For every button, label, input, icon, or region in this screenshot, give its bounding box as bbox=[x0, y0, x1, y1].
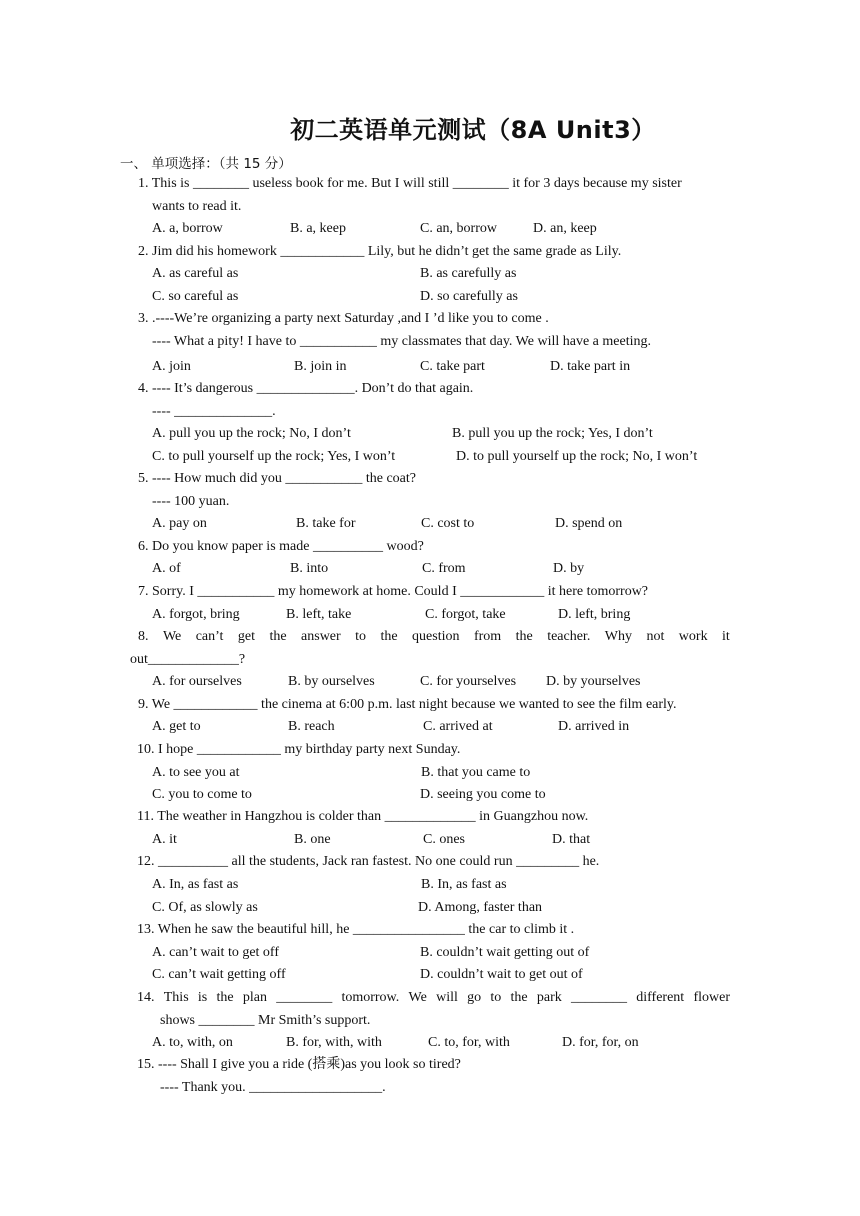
option-c: C. an, borrow bbox=[420, 221, 497, 236]
option-a: A. can’t wait to get off bbox=[152, 945, 280, 960]
option-c: C. arrived at bbox=[423, 719, 493, 734]
option-c: C. ones bbox=[423, 832, 465, 847]
option-c: C. to pull yourself up the rock; Yes, I won’t bbox=[152, 449, 396, 464]
stem-word: different bbox=[636, 990, 685, 1005]
stem-word: it bbox=[722, 629, 730, 644]
stem-word: the bbox=[515, 629, 533, 644]
question-stem-cont: ---- Thank you. ___________________. bbox=[160, 1080, 386, 1095]
stem-word: get bbox=[237, 629, 256, 644]
stem-word: the bbox=[216, 990, 234, 1005]
question-stem: 13. When he saw the beautiful hill, he ________________ the car to climb it . bbox=[137, 922, 575, 937]
question-stem: 2. Jim did his homework ____________ Lily, but he didn’t get the same grade as Lily. bbox=[138, 244, 622, 259]
stem-word: answer bbox=[301, 629, 341, 644]
option-c: C. can’t wait getting off bbox=[152, 967, 286, 982]
question-stem: 3. .----We’re organizing a party next Saturday ,and I ’d like you to come . bbox=[138, 311, 549, 326]
question-stem-cont: out_____________? bbox=[130, 652, 246, 667]
question-stem: 12. __________ all the students, Jack ran fastest. No one could run _________ he. bbox=[137, 854, 600, 869]
option-c: C. Of, as slowly as bbox=[152, 900, 258, 915]
option-c: C. for yourselves bbox=[420, 674, 517, 689]
question-stem: 5. ---- How much did you ___________ the coat? bbox=[138, 471, 416, 486]
stem-word: Why bbox=[604, 629, 632, 644]
option-a: A. join bbox=[152, 359, 191, 374]
option-a: A. a, borrow bbox=[152, 221, 223, 236]
stem-word: go bbox=[467, 990, 482, 1005]
question-stem: 10. I hope ____________ my birthday party next Sunday. bbox=[137, 742, 461, 757]
option-b: B. join in bbox=[294, 359, 347, 374]
option-d: D. take part in bbox=[550, 359, 631, 374]
option-b: B. into bbox=[290, 561, 329, 576]
option-d: D. seeing you come to bbox=[420, 787, 546, 802]
option-b: B. that you came to bbox=[421, 765, 531, 780]
option-d: D. that bbox=[552, 832, 591, 847]
option-a: A. to, with, on bbox=[152, 1035, 233, 1050]
option-d: D. an, keep bbox=[533, 221, 597, 236]
question-stem: 11. The weather in Hangzhou is colder than _____________ in Guangzhou now. bbox=[137, 809, 589, 824]
option-a: A. pay on bbox=[152, 516, 207, 531]
option-a: A. for ourselves bbox=[152, 674, 242, 689]
option-b: B. couldn’t wait getting out of bbox=[420, 945, 590, 960]
option-c: C. so careful as bbox=[152, 289, 239, 304]
option-a: A. of bbox=[152, 561, 181, 576]
stem-word: not bbox=[646, 629, 665, 644]
page-title: 初二英语单元测试（8A Unit3） bbox=[290, 116, 656, 144]
option-d: D. couldn’t wait to get out of bbox=[420, 967, 583, 982]
stem-word: flower bbox=[693, 990, 730, 1005]
question-stem-cont: ---- ______________. bbox=[152, 404, 276, 419]
question-stem bbox=[138, 630, 730, 644]
stem-word: the bbox=[269, 629, 287, 644]
option-b: B. as carefully as bbox=[420, 266, 517, 281]
option-d: D. arrived in bbox=[558, 719, 630, 734]
option-a: A. In, as fast as bbox=[152, 877, 239, 892]
question-stem: 4. ---- It’s dangerous ______________. Don’t do that again. bbox=[138, 381, 474, 396]
stem-word: question bbox=[412, 629, 460, 644]
stem-word: ________ bbox=[571, 990, 627, 1005]
option-a: A. forgot, bring bbox=[152, 607, 240, 622]
option-c: C. take part bbox=[420, 359, 485, 374]
stem-word: teacher. bbox=[547, 629, 591, 644]
option-a: A. pull you up the rock; No, I don’t bbox=[152, 426, 351, 441]
option-b: B. by ourselves bbox=[288, 674, 375, 689]
question-stem: 6. Do you know paper is made __________ wood? bbox=[138, 539, 424, 554]
question-stem-cont: shows ________ Mr Smith’s support. bbox=[160, 1013, 371, 1028]
option-b: B. pull you up the rock; Yes, I don’t bbox=[452, 426, 653, 441]
stem-word: park bbox=[536, 990, 562, 1005]
option-c: C. forgot, take bbox=[425, 607, 506, 622]
stem-word: the bbox=[510, 990, 528, 1005]
question-stem-cont: ---- 100 yuan. bbox=[152, 494, 230, 509]
section-heading: 一、 单项选择：（共 15 分） bbox=[120, 156, 292, 172]
option-a: A. as careful as bbox=[152, 266, 239, 281]
option-c: C. you to come to bbox=[152, 787, 252, 802]
stem-word: tomorrow. bbox=[341, 990, 400, 1005]
option-b: B. take for bbox=[296, 516, 356, 531]
option-b: B. In, as fast as bbox=[421, 877, 507, 892]
stem-word: 8. bbox=[138, 629, 149, 644]
stem-word: work bbox=[678, 629, 708, 644]
stem-word: to bbox=[355, 629, 367, 644]
stem-word: We bbox=[408, 990, 427, 1005]
option-c: C. to, for, with bbox=[428, 1035, 510, 1050]
question-stem: 1. This is ________ useless book for me. But I will still ________ it for 3 days because my sister bbox=[138, 176, 682, 191]
question-stem bbox=[137, 991, 730, 1005]
option-b: B. reach bbox=[288, 719, 335, 734]
question-stem-cont: wants to read it. bbox=[152, 199, 242, 214]
stem-word: is bbox=[197, 990, 208, 1005]
option-d: D. so carefully as bbox=[420, 289, 518, 304]
stem-word: This bbox=[163, 990, 189, 1005]
option-b: B. one bbox=[294, 832, 331, 847]
question-stem: 9. We ____________ the cinema at 6:00 p.m. last night because we wanted to see the film early. bbox=[138, 697, 677, 712]
option-a: A. get to bbox=[152, 719, 201, 734]
option-d: D. Among, faster than bbox=[418, 900, 543, 915]
option-d: D. by yourselves bbox=[546, 674, 641, 689]
question-stem: 15. ---- Shall I give you a ride (搭乘)as you look so tired? bbox=[137, 1057, 461, 1072]
option-b: B. for, with, with bbox=[286, 1035, 382, 1050]
question-stem: 7. Sorry. I ___________ my homework at home. Could I ____________ it here tomorrow? bbox=[138, 584, 649, 599]
question-stem-cont: ---- What a pity! I have to ___________ my classmates that day. We will have a meeting. bbox=[152, 334, 651, 349]
option-d: D. to pull yourself up the rock; No, I won’t bbox=[456, 449, 698, 464]
stem-word: ________ bbox=[276, 990, 333, 1005]
stem-word: from bbox=[473, 629, 502, 644]
option-d: D. for, for, on bbox=[562, 1035, 639, 1050]
stem-word: will bbox=[436, 990, 458, 1005]
stem-word: the bbox=[380, 629, 398, 644]
option-d: D. spend on bbox=[555, 516, 623, 531]
option-a: A. to see you at bbox=[152, 765, 240, 780]
stem-word: 14. bbox=[137, 990, 155, 1005]
stem-word: plan bbox=[242, 990, 267, 1005]
option-b: B. a, keep bbox=[290, 221, 346, 236]
option-c: C. from bbox=[422, 561, 466, 576]
option-b: B. left, take bbox=[286, 607, 352, 622]
option-d: D. left, bring bbox=[558, 607, 631, 622]
stem-word: We bbox=[162, 629, 182, 644]
option-a: A. it bbox=[152, 832, 177, 847]
option-c: C. cost to bbox=[421, 516, 475, 531]
stem-word: can’t bbox=[195, 629, 224, 644]
option-d: D. by bbox=[553, 561, 585, 576]
stem-word: to bbox=[490, 990, 502, 1005]
